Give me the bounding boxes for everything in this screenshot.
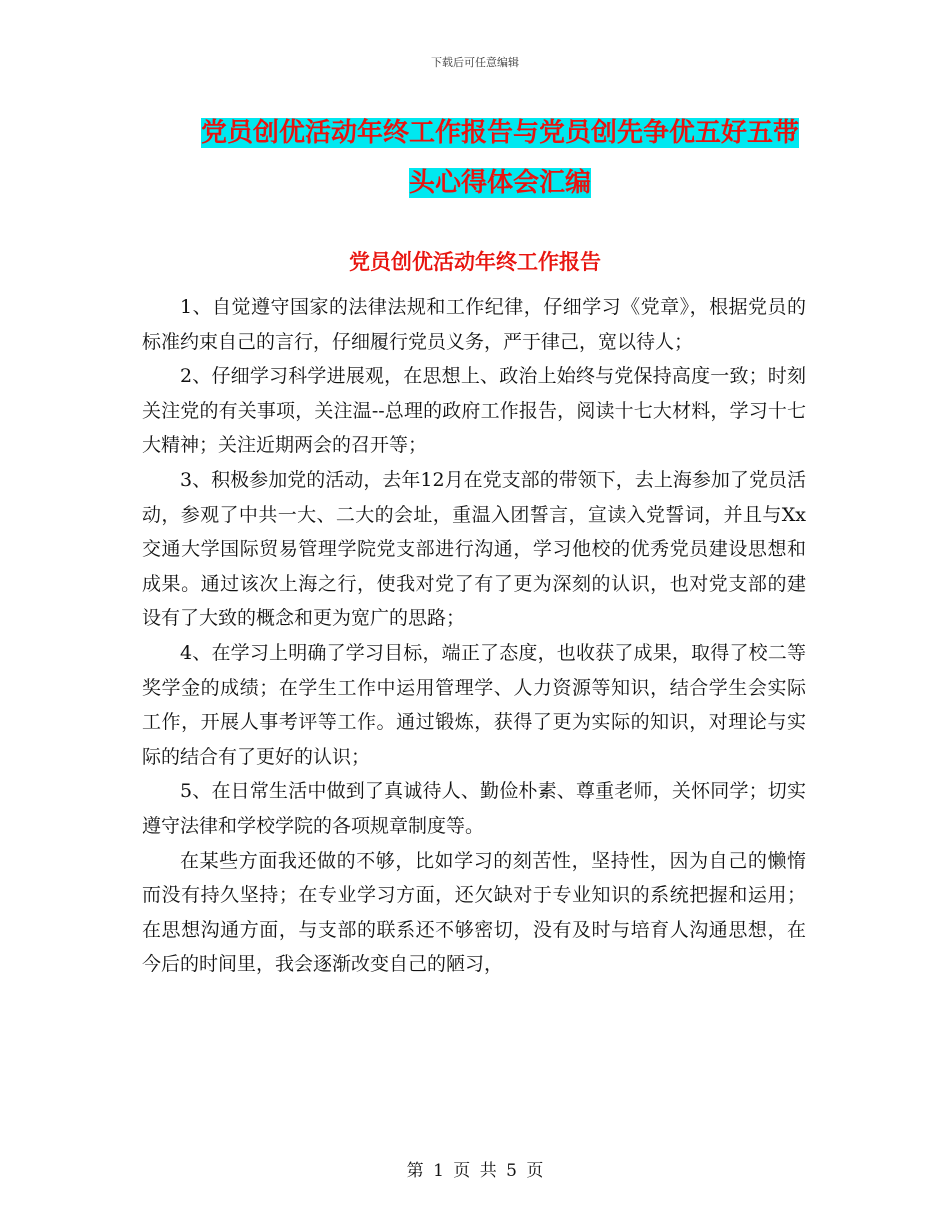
section-title: 党员创优活动年终工作报告 [349, 250, 601, 274]
paragraph-4: 4、在学习上明确了学习目标，端正了态度，也收获了成果，取得了校二等奖学金的成绩；在学生工作中运用管理学、人力资源等知识，结合学生会实际工作，开展人事考评等工作。通过锻炼，获得了更为实际的知识，对理论与实际的结合有了更好的认识； [142, 641, 806, 768]
paragraph-5: 5、在日常生活中做到了真诚待人、勤俭朴素、尊重老师，关怀同学；切实遵守法律和学校学院的各项规章制度等。 [142, 780, 806, 837]
page-footer: 第 1 页 共 5 页 [406, 1161, 544, 1181]
paragraph-3: 3、积极参加党的活动，去年12月在党支部的带领下，去上海参加了党员活动，参观了中共一大、二大的会址，重温入团誓言，宣读入党誓词，并且与Xx交通大学国际贸易管理学院党支部进行沟通，学习他校的优秀党员建设思想和成果。通过该次上海之行，使我对党了有了更为深刻的认识，也对党支部的建设有了大致的概念和更为宽广的思路； [142, 468, 806, 630]
paragraph-1: 1、自觉遵守国家的法律法规和工作纪律，仔细学习《党章》，根据党员的标准约束自己的言行，仔细履行党员义务，严于律己，宽以待人； [142, 296, 806, 353]
document-body [142, 290, 806, 982]
document-title-line-1: 党员创优活动年终工作报告与党员创先争优五好五带 [200, 118, 799, 148]
header-note: 下载后可任意编辑 [431, 56, 519, 69]
document-title-line-2: 头心得体会汇编 [408, 168, 591, 198]
paragraph-2: 2、仔细学习科学进展观，在思想上、政治上始终与党保持高度一致；时刻关注党的有关事项，关注温--总理的政府工作报告，阅读十七大材料，学习十七大精神；关注近期两会的召开等； [142, 365, 806, 457]
document-title [150, 108, 850, 208]
paragraph-6: 在某些方面我还做的不够，比如学习的刻苦性，坚持性，因为自己的懒惰而没有持久坚持；在专业学习方面，还欠缺对于专业知识的系统把握和运用；在思想沟通方面，与支部的联系还不够密切，没有及时与培育人沟通思想，在今后的时间里，我会逐渐改变自己的陋习， [142, 849, 806, 976]
